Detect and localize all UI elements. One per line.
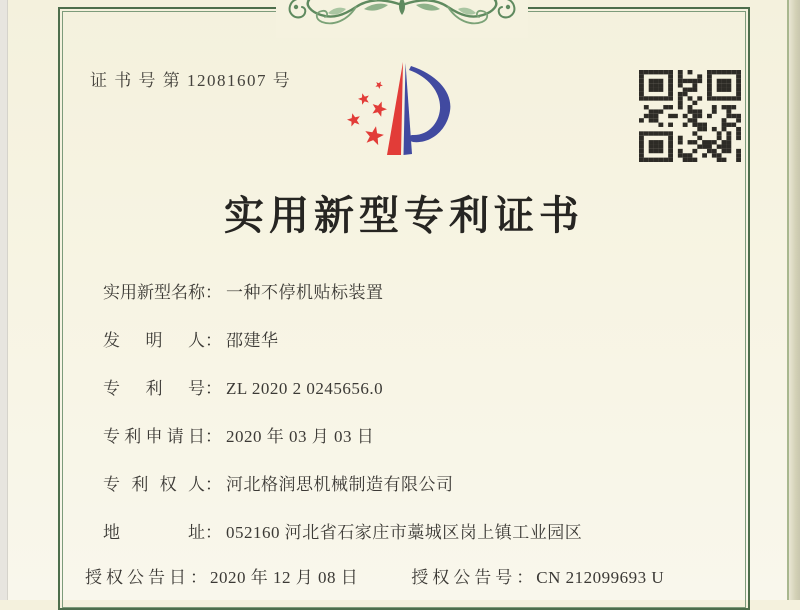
scan-edge-left [0,0,8,600]
field-value: 邵建华 [226,331,279,350]
certificate-title: 实用新型专利证书 [224,193,584,238]
grant-date-group [85,566,407,590]
certificate-number: 证 书 号 第 12081607 号 [90,71,292,90]
field-colon: ： [516,568,534,587]
field-label: 发明人 [103,331,205,350]
field-row-name [103,281,384,305]
field-value: 052160 河北省石家庄市藁城区岗上镇工业园区 [226,523,583,542]
field-row-inventor [103,329,279,353]
field-row-filing-date [103,425,374,449]
field-colon: ： [205,427,222,446]
green-floral-flourish-icon [276,0,528,38]
grant-number-label: 授权公告号 [411,568,517,587]
field-colon: ： [190,568,207,587]
field-colon: ： [205,475,222,494]
field-value: 河北格润思机械制造有限公司 [226,475,454,494]
grant-number-group [411,566,664,590]
field-label: 地址 [103,523,205,542]
field-row-grant [85,566,664,590]
qr-code [639,70,741,162]
grant-number-value: CN 212099693 U [536,568,665,587]
field-label: 专利权人 [103,475,205,494]
field-row-patentee [103,473,454,497]
field-colon: ： [205,331,222,350]
field-value: ZL 2020 2 0245656.0 [226,379,384,398]
field-label: 专利申请日 [103,427,205,446]
field-label: 实用新型名称 [103,283,205,302]
scan-edge-right [787,0,800,600]
field-colon: ： [205,523,222,542]
field-colon: ： [205,379,222,398]
grant-date-value: 2020 年 12 月 08 日 [210,568,359,587]
field-label: 专利号 [103,379,205,398]
field-value: 2020 年 03 月 03 日 [226,427,375,446]
cnipa-patent-logo-icon [335,53,465,169]
grant-date-label: 授权公告日 [85,568,190,587]
field-row-address [103,521,582,545]
field-value: 一种不停机贴标装置 [226,283,384,302]
field-colon: ： [205,283,222,302]
field-row-patent-number [103,377,383,401]
